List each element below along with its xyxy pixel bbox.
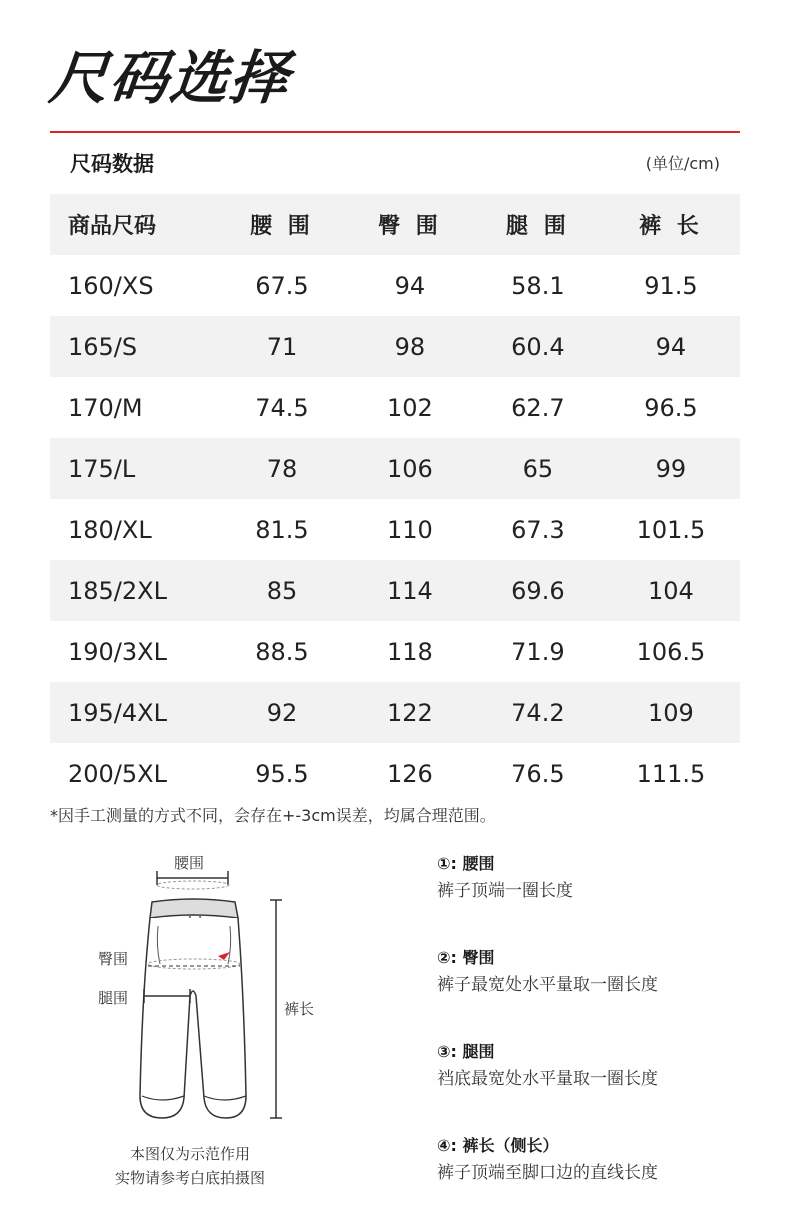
cell-size: 170/M xyxy=(68,393,143,422)
cell-size: 190/3XL xyxy=(68,637,167,666)
desc-hip-body: 裤子最宽处水平量取一圈长度 xyxy=(437,975,658,995)
desc-hip-head: ②: 臀围 xyxy=(437,948,495,967)
table-row xyxy=(50,560,740,621)
cell-hip: 126 xyxy=(387,759,433,788)
desc-thigh-body: 裆底最宽处水平量取一圈长度 xyxy=(437,1069,658,1089)
cell-hip: 110 xyxy=(387,515,433,544)
header-waist: 腰 围 xyxy=(250,214,314,239)
cell-length: 94 xyxy=(655,332,687,361)
table-row xyxy=(50,499,740,560)
cell-hip: 118 xyxy=(387,637,433,666)
desc-waist-head: ①: 腰围 xyxy=(437,854,495,873)
size-table xyxy=(50,194,740,804)
title-divider xyxy=(50,131,740,133)
desc-hip xyxy=(437,946,658,1000)
cell-waist: 92 xyxy=(266,698,298,727)
table-row xyxy=(50,743,740,804)
length-label: 裤长 xyxy=(284,1000,315,1018)
hip-label: 臀围 xyxy=(98,950,129,968)
desc-waist-body: 裤子顶端一圈长度 xyxy=(437,881,573,901)
cell-thigh: 67.3 xyxy=(511,515,565,544)
cell-length: 99 xyxy=(655,454,687,483)
table-row xyxy=(50,682,740,743)
table-row xyxy=(50,621,740,682)
header-hip: 臀 围 xyxy=(378,214,442,239)
desc-length-body: 裤子顶端至脚口边的直线长度 xyxy=(437,1163,658,1183)
cell-hip: 94 xyxy=(394,271,426,300)
cell-length: 109 xyxy=(648,698,694,727)
desc-length xyxy=(437,1134,658,1188)
table-row xyxy=(50,377,740,438)
table-row xyxy=(50,438,740,499)
cell-length: 104 xyxy=(648,576,694,605)
cell-size: 160/XS xyxy=(68,271,154,300)
section-title: 尺码数据 xyxy=(70,152,154,176)
cell-length: 96.5 xyxy=(644,393,698,422)
cell-length: 106.5 xyxy=(636,637,706,666)
thigh-label: 腿围 xyxy=(98,989,129,1007)
header-length: 裤 长 xyxy=(639,214,703,239)
table-row xyxy=(50,255,740,316)
cell-waist: 67.5 xyxy=(255,271,309,300)
cell-thigh: 74.2 xyxy=(511,698,565,727)
caption-line-1: 本图仅为示范作用 xyxy=(129,1145,250,1163)
table-row xyxy=(50,316,740,377)
cell-size: 180/XL xyxy=(68,515,152,544)
cell-size: 165/S xyxy=(68,332,138,361)
cell-hip: 98 xyxy=(394,332,426,361)
header-size: 商品尺码 xyxy=(68,214,157,239)
cell-size: 185/2XL xyxy=(68,576,167,605)
cell-length: 91.5 xyxy=(644,271,698,300)
cell-hip: 122 xyxy=(387,698,433,727)
measurement-note: *因手工测量的方式不同，会存在+-3cm误差，均属合理范围。 xyxy=(50,806,496,825)
cell-waist: 78 xyxy=(266,454,298,483)
cell-size: 195/4XL xyxy=(68,698,167,727)
cell-waist: 95.5 xyxy=(255,759,309,788)
pants-illustration xyxy=(90,846,330,1126)
cell-waist: 88.5 xyxy=(255,637,309,666)
desc-length-head: ④: 裤长（侧长） xyxy=(437,1136,559,1155)
cell-size: 200/5XL xyxy=(68,759,167,788)
desc-thigh-head: ③: 腿围 xyxy=(437,1042,495,1061)
desc-thigh xyxy=(437,1040,658,1094)
cell-thigh: 65 xyxy=(522,454,554,483)
cell-hip: 106 xyxy=(387,454,433,483)
cell-thigh: 62.7 xyxy=(511,393,565,422)
cell-waist: 85 xyxy=(266,576,298,605)
cell-thigh: 71.9 xyxy=(511,637,565,666)
caption-line-2: 实物请参考白底拍摄图 xyxy=(114,1169,265,1187)
pants-diagram xyxy=(90,846,330,1126)
cell-waist: 71 xyxy=(266,332,298,361)
waist-label: 腰围 xyxy=(174,854,205,872)
table-header-row xyxy=(50,194,740,255)
cell-length: 111.5 xyxy=(636,759,706,788)
unit-label: (单位/cm) xyxy=(645,154,720,173)
cell-waist: 81.5 xyxy=(255,515,309,544)
cell-hip: 102 xyxy=(387,393,433,422)
cell-thigh: 60.4 xyxy=(511,332,565,361)
cell-length: 101.5 xyxy=(636,515,706,544)
page-title: 尺码选择 xyxy=(46,44,294,112)
header-thigh: 腿 围 xyxy=(506,214,570,239)
cell-waist: 74.5 xyxy=(255,393,309,422)
cell-thigh: 76.5 xyxy=(511,759,565,788)
cell-thigh: 69.6 xyxy=(511,576,565,605)
desc-waist xyxy=(437,852,573,906)
diagram-caption xyxy=(90,1142,290,1190)
cell-size: 175/L xyxy=(68,454,136,483)
cell-thigh: 58.1 xyxy=(511,271,565,300)
cell-hip: 114 xyxy=(387,576,433,605)
